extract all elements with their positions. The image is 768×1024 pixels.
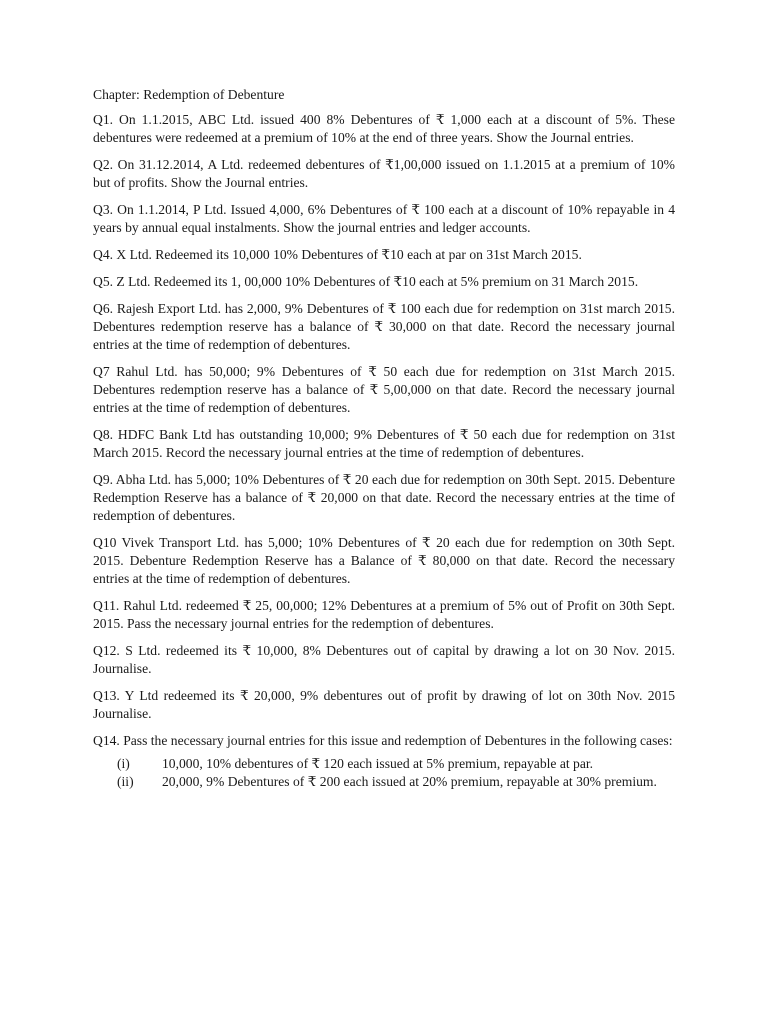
question-11: Q11. Rahul Ltd. redeemed ₹ 25, 00,000; 12% Debentures at a premium of 5% out of Profit on 30th Sept. 2015. Pass the necessary journal entries for the redemption of debentures. [93,598,675,631]
question-13: Q13. Y Ltd redeemed its ₹ 20,000, 9% debentures out of profit by drawing of lot on 30th Nov. 2015 Journalise. [93,688,675,721]
question-9: Q9. Abha Ltd. has 5,000; 10% Debentures of ₹ 20 each due for redemption on 30th Sept. 2015. Debenture Redemption Reserve has a balance of ₹ 20,000 on that date. Record the necessary entries at the time of redemption of debentures. [93,472,675,523]
question-8: Q8. HDFC Bank Ltd has outstanding 10,000; 9% Debentures of ₹ 50 each due for redemption on 31st March 2015. Record the necessary journal entries at the time of redemption of debentures. [93,427,675,460]
case-number: (ii) [117,774,134,789]
question-10: Q10 Vivek Transport Ltd. has 5,000; 10% Debentures of ₹ 20 each due for redemption on 30th Sept. 2015. Debenture Redemption Reserve has a Balance of ₹ 80,000 on that date. Record the necessary entries at the time of redemption of debentures. [93,535,675,586]
question-3: Q3. On 1.1.2014, P Ltd. Issued 4,000, 6% Debentures of ₹ 100 each at a discount of 10% repayable in 4 years by annual equal instalments. Show the journal entries and ledger accounts. [93,202,675,235]
question-6: Q6. Rajesh Export Ltd. has 2,000, 9% Debentures of ₹ 100 each due for redemption on 31st march 2015. Debentures redemption reserve has a balance of ₹ 30,000 on that date. Record the necessary journal entries at the time of redemption of debentures. [93,301,675,352]
question-4: Q4. X Ltd. Redeemed its 10,000 10% Debentures of ₹10 each at par on 31st March 2015. [93,247,582,262]
document-page [93,86,675,791]
chapter-heading: Chapter: Redemption of Debenture [93,87,285,102]
case-number: (i) [117,756,130,771]
question-1: Q1. On 1.1.2015, ABC Ltd. issued 400 8% Debentures of ₹ 1,000 each at a discount of 5%. These debentures were redeemed at a premium of 10% at the end of three years. Show the Journal entries. [93,112,675,145]
question-5: Q5. Z Ltd. Redeemed its 1, 00,000 10% Debentures of ₹10 each at 5% premium on 31 March 2015. [93,274,639,289]
case-text: 10,000, 10% debentures of ₹ 120 each issued at 5% premium, repayable at par. [162,756,594,771]
question-14-cases [93,755,675,791]
question-12: Q12. S Ltd. redeemed its ₹ 10,000, 8% Debentures out of capital by drawing a lot on 30 Nov. 2015. Journalise. [93,643,675,676]
case-text: 20,000, 9% Debentures of ₹ 200 each issued at 20% premium, repayable at 30% premium. [162,774,657,789]
case-item [93,755,675,773]
question-7: Q7 Rahul Ltd. has 50,000; 9% Debentures of ₹ 50 each due for redemption on 31st March 2015. Debentures redemption reserve has a balance of ₹ 5,00,000 on that date. Record the necessary journal entries at the time of redemption of debentures. [93,364,675,415]
case-item [93,773,675,791]
question-14: Q14. Pass the necessary journal entries for this issue and redemption of Debentures in the following cases: [93,733,673,748]
question-2: Q2. On 31.12.2014, A Ltd. redeemed debentures of ₹1,00,000 issued on 1.1.2015 at a premium of 10% but of profits. Show the Journal entries. [93,157,675,190]
